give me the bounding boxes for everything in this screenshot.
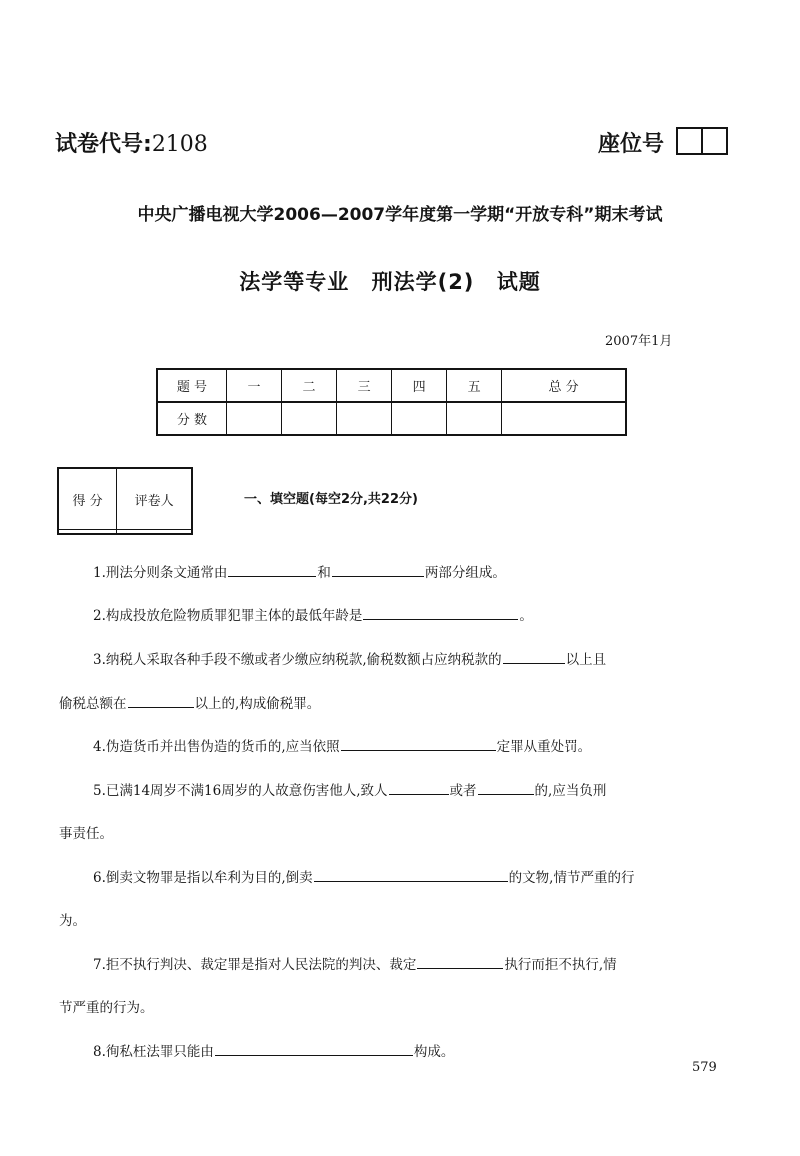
score-cell bbox=[392, 402, 447, 435]
answer-blank bbox=[215, 1041, 413, 1056]
score-table-score-row bbox=[157, 402, 626, 435]
question-6-continued: 为。 bbox=[59, 913, 86, 929]
column-header: 一 bbox=[227, 369, 282, 402]
university-line: 中央广播电视大学2006—2007学年度第一学期“开放专科”期末考试 bbox=[137, 205, 663, 225]
column-header: 四 bbox=[392, 369, 447, 402]
seat-number-boxes bbox=[676, 127, 728, 155]
answer-blank bbox=[389, 780, 449, 795]
grader-label: 评卷人 bbox=[117, 468, 192, 530]
page-number: 579 bbox=[692, 1060, 717, 1075]
answer-blank bbox=[478, 780, 534, 795]
question-3: 3.纳税人采取各种手段不缴或者少缴应纳税款,偷税数额占应纳税款的 以上且 bbox=[93, 648, 606, 668]
answer-blank bbox=[341, 736, 496, 751]
answer-blank bbox=[228, 562, 316, 577]
score-label: 得 分 bbox=[58, 468, 117, 530]
score-row-label: 分 数 bbox=[157, 402, 227, 435]
answer-blank bbox=[417, 954, 503, 969]
answer-blank bbox=[363, 605, 518, 620]
answer-blank bbox=[314, 867, 508, 882]
exam-code-label: 试卷代号: bbox=[55, 132, 152, 157]
grader-field bbox=[117, 530, 192, 535]
question-6: 6.倒卖文物罪是指以牟利为目的,倒卖 的文物,情节严重的行 bbox=[93, 866, 634, 886]
exam-code bbox=[55, 127, 208, 158]
score-table-header-row bbox=[157, 369, 626, 402]
score-cell bbox=[447, 402, 502, 435]
question-5: 5.已满14周岁不满16周岁的人故意伤害他人,致人 或者 的,应当负刑 bbox=[93, 779, 606, 799]
seat-box bbox=[678, 129, 703, 153]
answer-blank bbox=[503, 649, 565, 664]
column-header: 五 bbox=[447, 369, 502, 402]
question-4: 4.伪造货币并出售伪造的货币的,应当依照 定罪从重处罚。 bbox=[93, 735, 591, 755]
column-header: 二 bbox=[282, 369, 337, 402]
question-7-continued: 节严重的行为。 bbox=[59, 1000, 154, 1016]
score-cell bbox=[502, 402, 626, 435]
score-table bbox=[156, 368, 627, 436]
exam-code-value: 2108 bbox=[151, 132, 208, 157]
row-header-cell: 题 号 bbox=[157, 369, 227, 402]
section-heading: 一、填空题(每空2分,共22分) bbox=[244, 492, 418, 507]
exam-date: 2007年1月 bbox=[605, 334, 673, 349]
answer-blank bbox=[332, 562, 424, 577]
question-7: 7.拒不执行判决、裁定罪是指对人民法院的判决、裁定 执行而拒不执行,情 bbox=[93, 953, 617, 973]
score-field bbox=[58, 530, 117, 535]
exam-title: 法学等专业 刑法学(2) 试题 bbox=[239, 270, 541, 294]
column-header: 三 bbox=[337, 369, 392, 402]
seat-number-label: 座位号 bbox=[598, 132, 665, 157]
answer-blank bbox=[128, 693, 194, 708]
question-8: 8.徇私枉法罪只能由 构成。 bbox=[93, 1040, 454, 1060]
score-cell bbox=[227, 402, 282, 435]
question-1: 1.刑法分则条文通常由 和 两部分组成。 bbox=[93, 561, 506, 581]
question-3-continued: 偷税总额在 以上的,构成偷税罪。 bbox=[59, 692, 320, 712]
seat-box bbox=[703, 129, 726, 153]
grader-box bbox=[57, 467, 193, 535]
question-5-continued: 事责任。 bbox=[59, 826, 113, 842]
question-2: 2.构成投放危险物质罪犯罪主体的最低年龄是 。 bbox=[93, 604, 533, 624]
column-header: 总 分 bbox=[502, 369, 626, 402]
score-cell bbox=[337, 402, 392, 435]
score-cell bbox=[282, 402, 337, 435]
